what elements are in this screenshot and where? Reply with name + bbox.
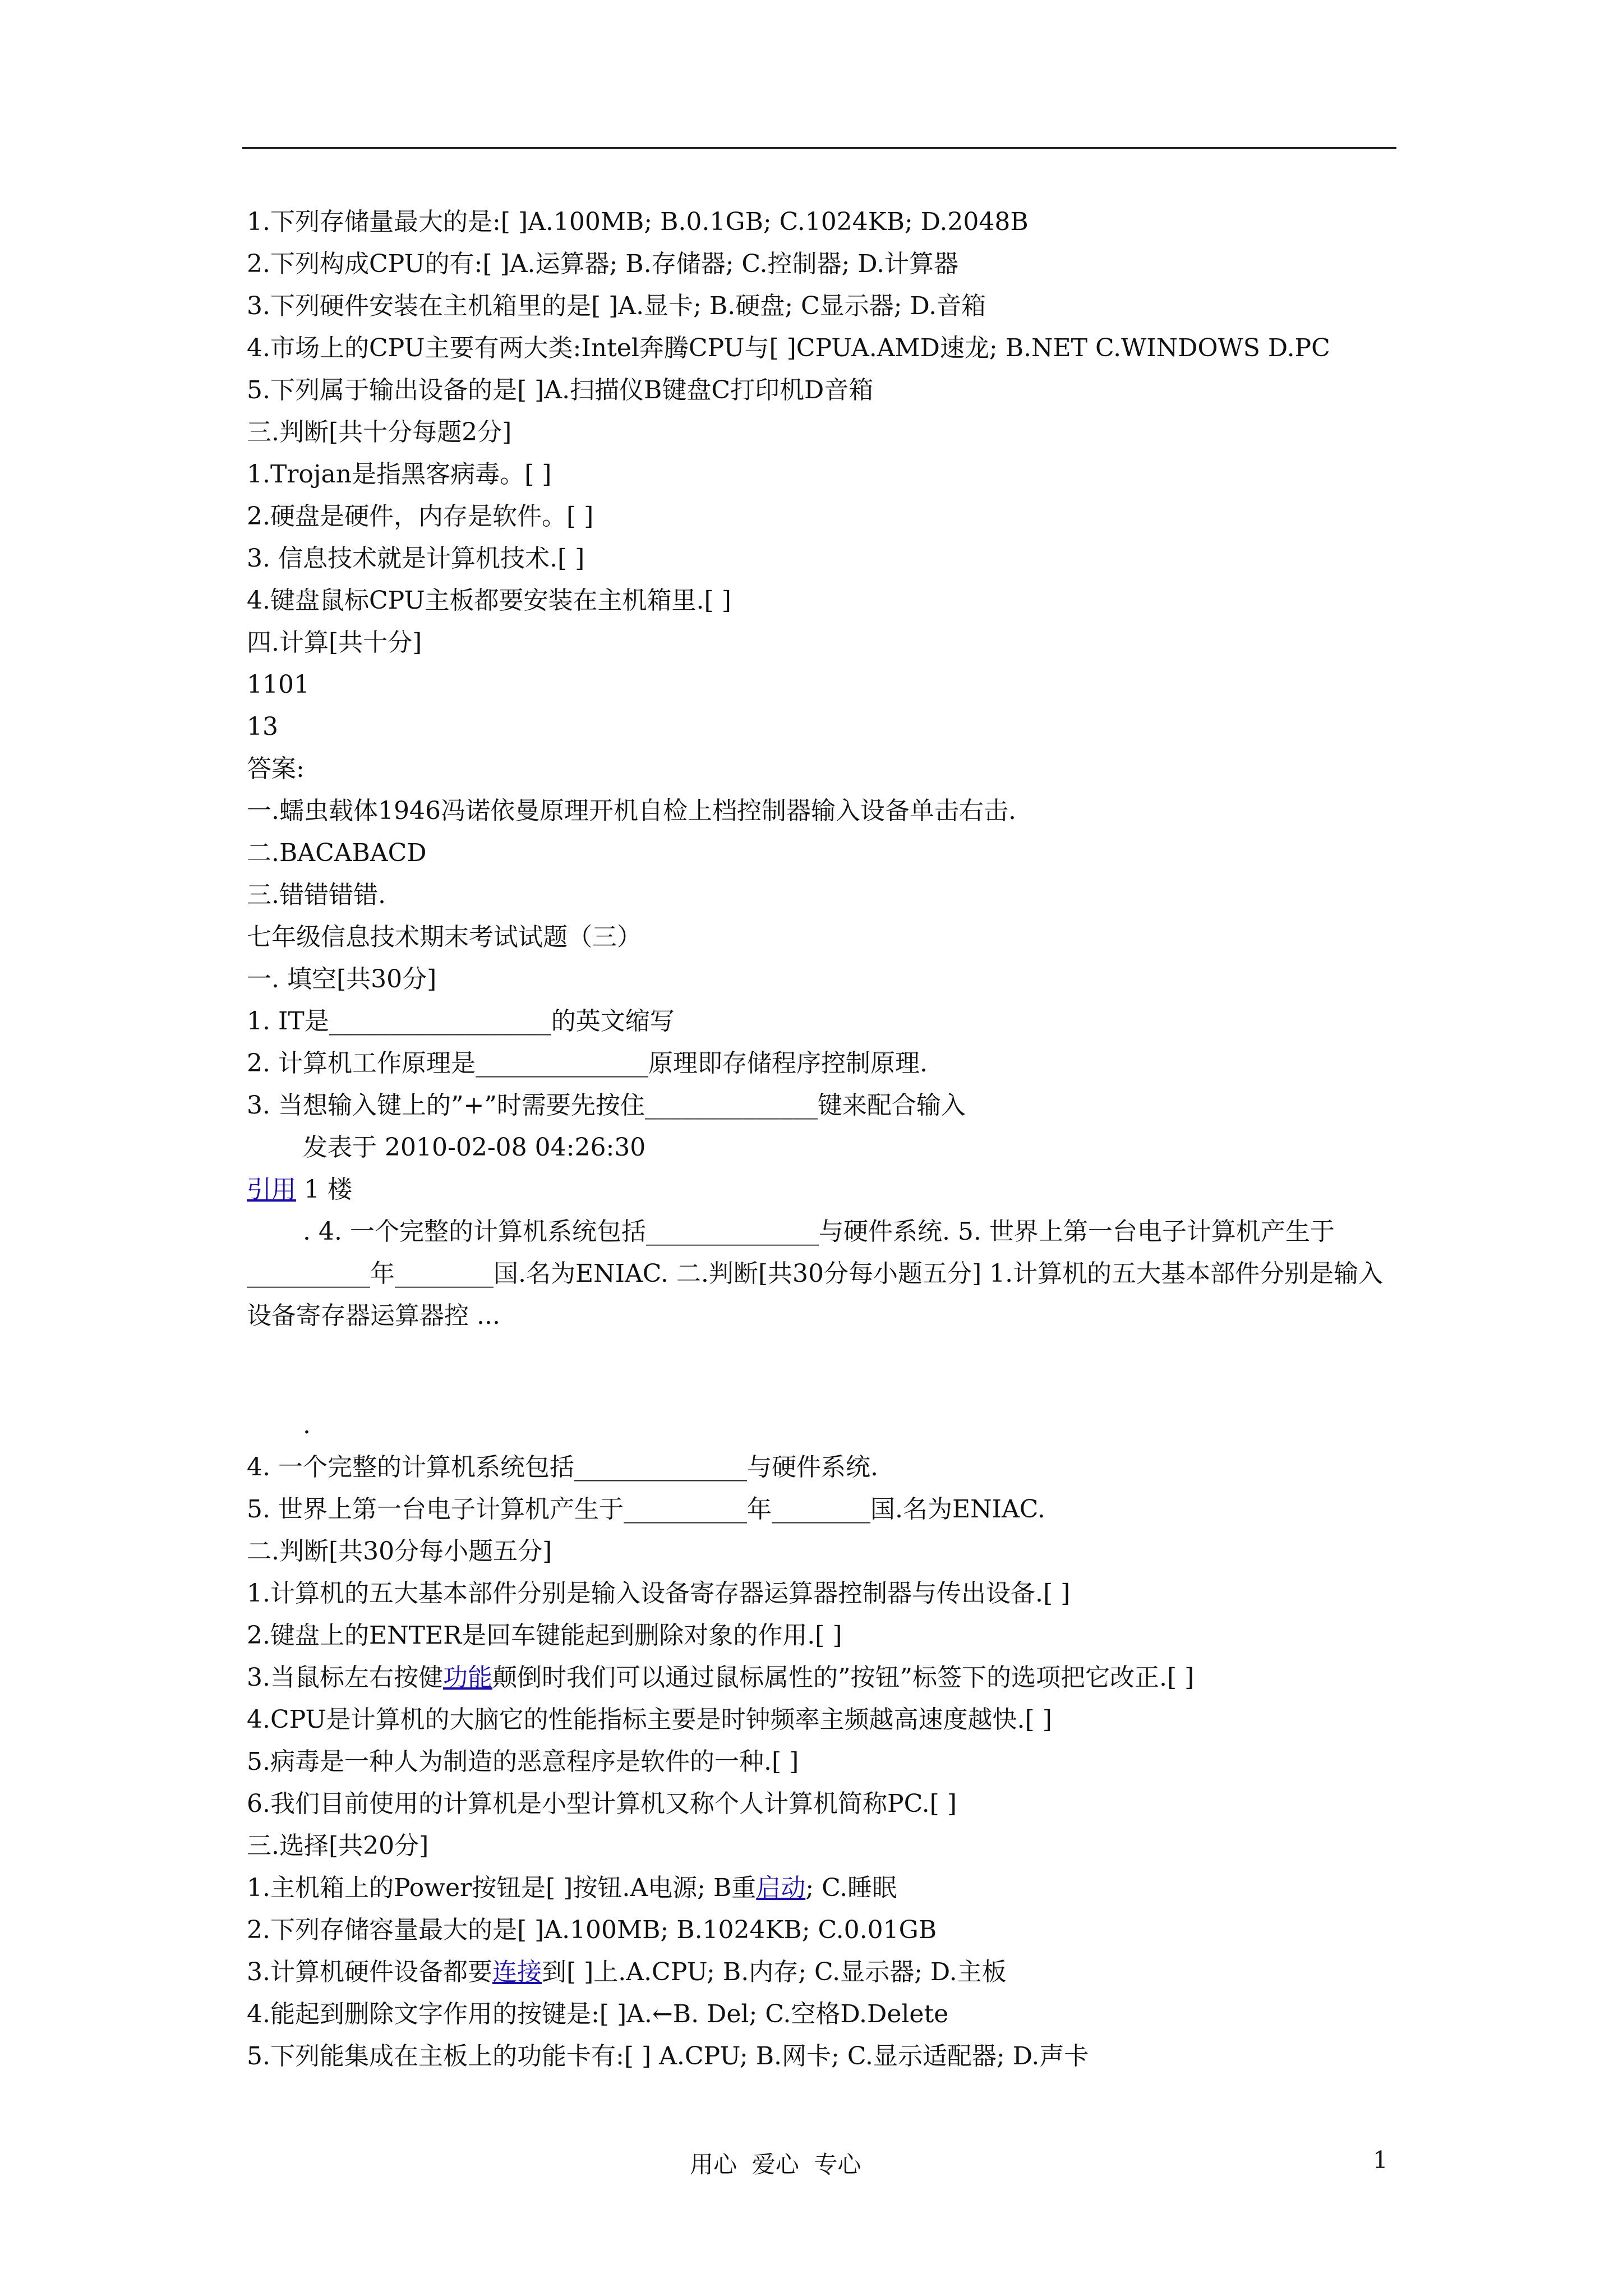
spacer <box>247 1337 1402 1404</box>
text-line <box>247 1951 1402 1993</box>
section-heading: 答案: <box>247 754 305 783</box>
text-line: 5.病毒是一种人为制造的恶意程序是软件的一种.[ ] <box>247 1747 799 1776</box>
text-line: 三.错错错错. <box>247 881 386 909</box>
header-rule <box>242 147 1396 149</box>
text-line: 13 <box>247 712 278 741</box>
text-line: 4.CPU是计算机的大脑它的性能指标主要是时钟频率主频越高速度越快.[ ] <box>247 1705 1052 1734</box>
text-line: 5.下列能集成在主板上的功能卡有:[ ] A.CPU; B.网卡; C.显示适配器; D.声卡 <box>247 2042 1089 2070</box>
page-number: 1 <box>1373 2146 1388 2174</box>
text-line: 2.下列构成CPU的有:[ ]A.运算器; B.存储器; C.控制器; D.计算器 <box>247 250 958 278</box>
text-line: 6.我们目前使用的计算机是小型计算机又称个人计算机简称PC.[ ] <box>247 1789 957 1818</box>
section-heading: 三.判断[共十分每题2分] <box>247 418 512 447</box>
text-line: 5.下列属于输出设备的是[ ]A.扫描仪B键盘C打印机D音箱 <box>247 376 874 404</box>
text-line: 3. 信息技术就是计算机技术.[ ] <box>247 544 585 573</box>
text-segment: 3.当鼠标左右按健 <box>247 1663 443 1692</box>
text-line: 2. 计算机工作原理是______________原理即存储程序控制原理. <box>247 1049 928 1078</box>
text-line: 1.下列存储量最大的是:[ ]A.100MB; B.0.1GB; C.1024KB; D.2048B <box>247 208 1029 236</box>
post-date: 发表于 2010-02-08 04:26:30 <box>303 1133 646 1162</box>
text-line: 3.下列硬件安装在主机箱里的是[ ]A.显卡; B.硬盘; C显示器; D.音箱 <box>247 292 986 320</box>
text-line <box>247 1867 1402 1909</box>
text-line: 二.BACABACD <box>247 839 427 867</box>
floor-label: 1 楼 <box>296 1175 352 1204</box>
restart-link[interactable]: 启动 <box>756 1874 806 1902</box>
document-body <box>247 201 1402 2077</box>
text-line <box>247 1657 1402 1699</box>
text-segment: 3.计算机硬件设备都要 <box>247 1958 492 1986</box>
text-line: 2.键盘上的ENTER是回车键能起到删除对象的作用.[ ] <box>247 1621 842 1650</box>
text-line: 1. IT是__________________的英文缩写 <box>247 1007 675 1036</box>
text-segment: 到[ ]上.A.CPU; B.内存; C.显示器; D.主板 <box>541 1958 1007 1986</box>
text-line: 2.下列存储容量最大的是[ ]A.100MB; B.1024KB; C.0.01GB <box>247 1916 937 1944</box>
dot-line: . <box>303 1411 311 1439</box>
function-link[interactable]: 功能 <box>442 1663 492 1692</box>
text-line: 4.键盘鼠标CPU主板都要安装在主机箱里.[ ] <box>247 586 731 615</box>
text-line: 一.蠕虫载体1946冯诺依曼原理开机自检上档控制器输入设备单击右击. <box>247 797 1016 825</box>
text-line: 3. 当想输入键上的”+”时需要先按住______________键来配合输入 <box>247 1091 966 1120</box>
quote-link[interactable]: 引用 <box>247 1175 296 1204</box>
text-segment: ; C.睡眠 <box>805 1874 897 1902</box>
section-heading: 二.判断[共30分每小题五分] <box>247 1537 552 1566</box>
section-heading: 一. 填空[共30分] <box>247 965 437 993</box>
text-segment: 1.主机箱上的Power按钮是[ ]按钮.A电源; B重 <box>247 1874 757 1902</box>
page-footer: 用心 爱心 专心 <box>690 2151 861 2178</box>
text-line: 1.计算机的五大基本部件分别是输入设备寄存器运算器控制器与传出设备.[ ] <box>247 1579 1071 1608</box>
text-line: 4.能起到删除文字作用的按键是:[ ]A.←B. Del; C.空格D.Delete <box>247 2000 949 2028</box>
text-segment: 颠倒时我们可以通过鼠标属性的”按钮”标签下的选项把它改正.[ ] <box>492 1663 1195 1692</box>
post-excerpt: . 4. 一个完整的计算机系统包括______________与硬件系统. 5. 世界上第一台电子计算机产生于__________年________国.名为ENIAC. 二.判断[共30分每小题五分] 1.计算机的五大基本部件分别是输入设备寄存器运算器控 ... <box>247 1217 1384 1330</box>
document-title: 七年级信息技术期末考试试题（三） <box>247 923 642 951</box>
text-line: 1101 <box>247 670 310 699</box>
connect-link[interactable]: 连接 <box>492 1958 542 1986</box>
text-line: 4.市场上的CPU主要有两大类:Intel奔腾CPU与[ ]CPUA.AMD速龙; B.NET C.WINDOWS D.PC <box>247 334 1330 362</box>
quote-line <box>247 1168 1402 1211</box>
text-line: 1.Trojan是指黑客病毒。[ ] <box>247 460 552 489</box>
section-heading: 四.计算[共十分] <box>247 628 422 657</box>
text-line: 5. 世界上第一台电子计算机产生于__________年________国.名为ENIAC. <box>247 1495 1045 1524</box>
section-heading: 三.选择[共20分] <box>247 1832 429 1860</box>
text-line: 4. 一个完整的计算机系统包括______________与硬件系统. <box>247 1453 878 1481</box>
text-line: 2.硬盘是硬件，内存是软件。[ ] <box>247 502 594 531</box>
